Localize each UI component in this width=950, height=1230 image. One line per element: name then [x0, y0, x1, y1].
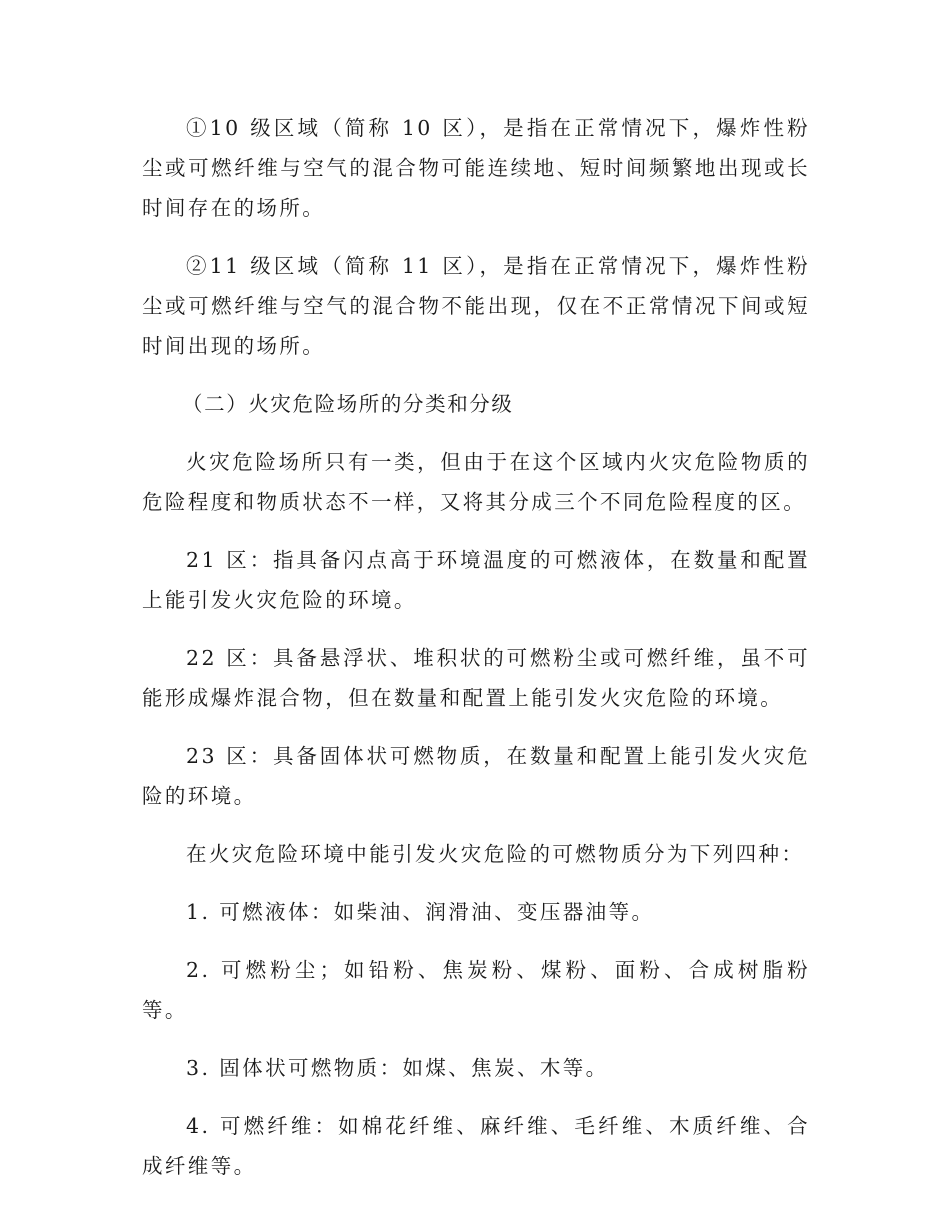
paragraph-zone-11: ②11 级区域（简称 11 区），是指在正常情况下，爆炸性粉尘或可燃纤维与空气的混合物不能出现，仅在不正常情况下间或短时间出现的场所。 [142, 254, 810, 358]
paragraph-zone-22: 22 区：具备悬浮状、堆积状的可燃粉尘或可燃纤维，虽不可能形成爆炸混合物，但在数量和配置上能引发火灾危险的环境。 [142, 646, 810, 710]
list-item-2: 2. 可燃粉尘；如铅粉、焦炭粉、煤粉、面粉、合成树脂粉等。 [142, 958, 810, 1022]
paragraph-zone-10: ①10 级区域（简称 10 区），是指在正常情况下，爆炸性粉尘或可燃纤维与空气的混合物可能连续地、短时间频繁地出现或长时间存在的场所。 [142, 116, 810, 220]
paragraph-zone-23: 23 区：具备固体状可燃物质，在数量和配置上能引发火灾危险的环境。 [142, 744, 810, 808]
section-heading: （二）火灾危险场所的分类和分级 [182, 392, 514, 416]
document-page [142, 108, 810, 1204]
paragraph-zone-21: 21 区：指具备闪点高于环境温度的可燃液体，在数量和配置上能引发火灾危险的环境。 [142, 548, 810, 612]
list-item-4: 4. 可燃纤维：如棉花纤维、麻纤维、毛纤维、木质纤维、合成纤维等。 [142, 1114, 810, 1178]
paragraph-combustibles-intro: 在火灾危险环境中能引发火灾危险的可燃物质分为下列四种： [186, 842, 805, 866]
list-item-3: 3. 固体状可燃物质：如煤、焦炭、木等。 [186, 1056, 609, 1080]
paragraph-fire-hazard-intro: 火灾危险场所只有一类，但由于在这个区域内火灾危险物质的危险程度和物质状态不一样，又将其分成三个不同危险程度的区。 [142, 450, 810, 514]
list-item-1: 1. 可燃液体：如柴油、润滑油、变压器油等。 [186, 900, 655, 924]
